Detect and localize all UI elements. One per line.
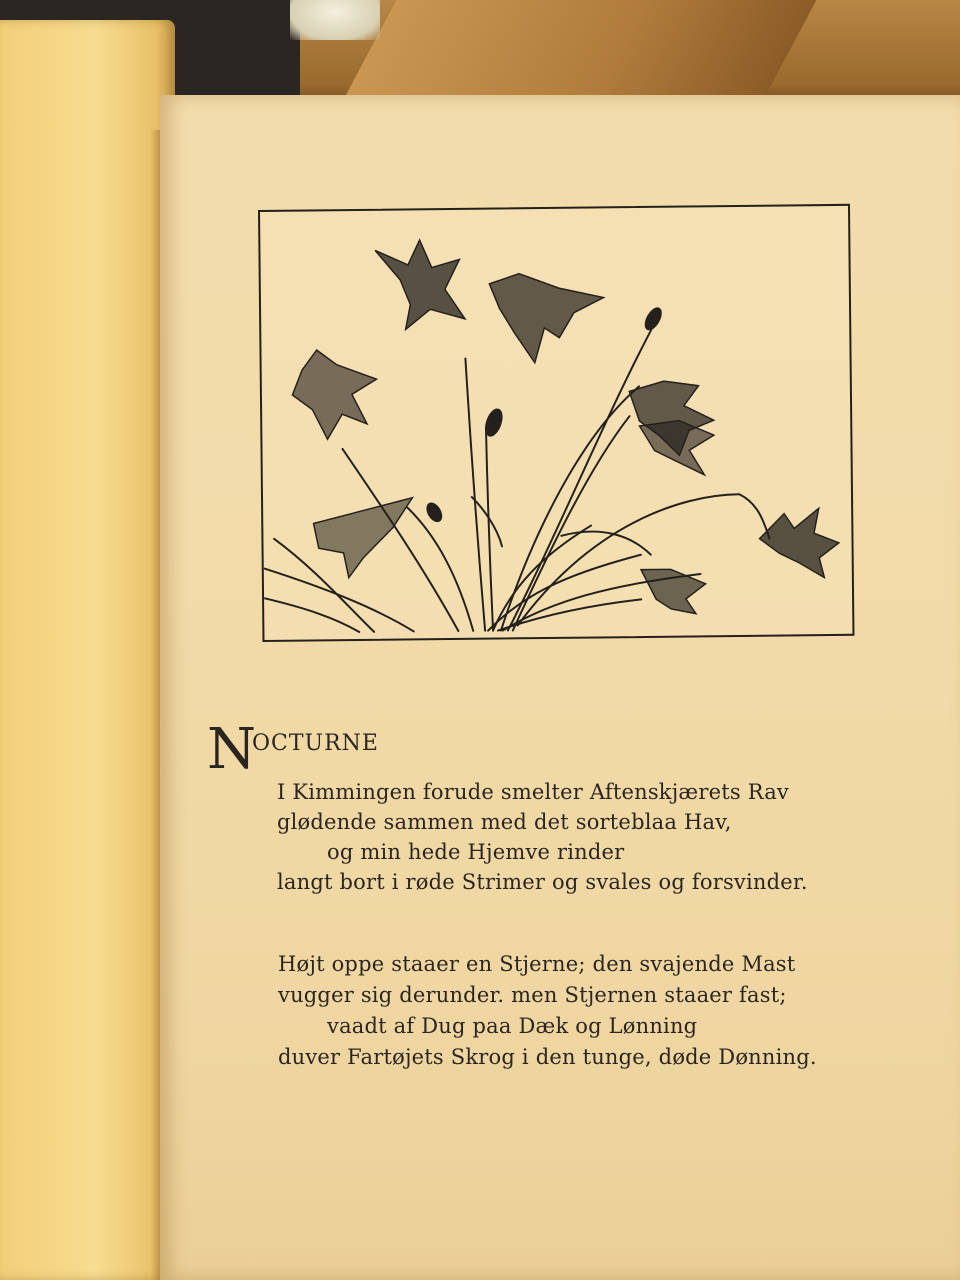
stanza-2-line-4: duver Fartøjets Skrog i den tunge, døde Dønning.	[278, 1045, 817, 1069]
stanza-2-line-2: vugger sig derunder. men Stjernen staaer fast;	[278, 983, 787, 1007]
stanza-1-line-4: langt bort i røde Strimer og svales og forsvinder.	[277, 870, 808, 894]
stanza-1-line-2: glødende sammen med det sorteblaa Hav,	[277, 810, 732, 834]
stanza-1-line-3: og min hede Hjemve rinder	[327, 840, 625, 864]
stanza-1-line-1: I Kimmingen forude smelter Aftenskjærets Rav	[277, 780, 790, 804]
stanza-2-line-3: vaadt af Dug paa Dæk og Lønning	[327, 1014, 698, 1038]
poem-title-drop-cap: N	[207, 717, 256, 782]
stanza-2-line-1: Højt oppe staaer en Stjerne; den svajende Mast	[278, 952, 796, 976]
poem-title: OCTURNE	[252, 731, 379, 756]
